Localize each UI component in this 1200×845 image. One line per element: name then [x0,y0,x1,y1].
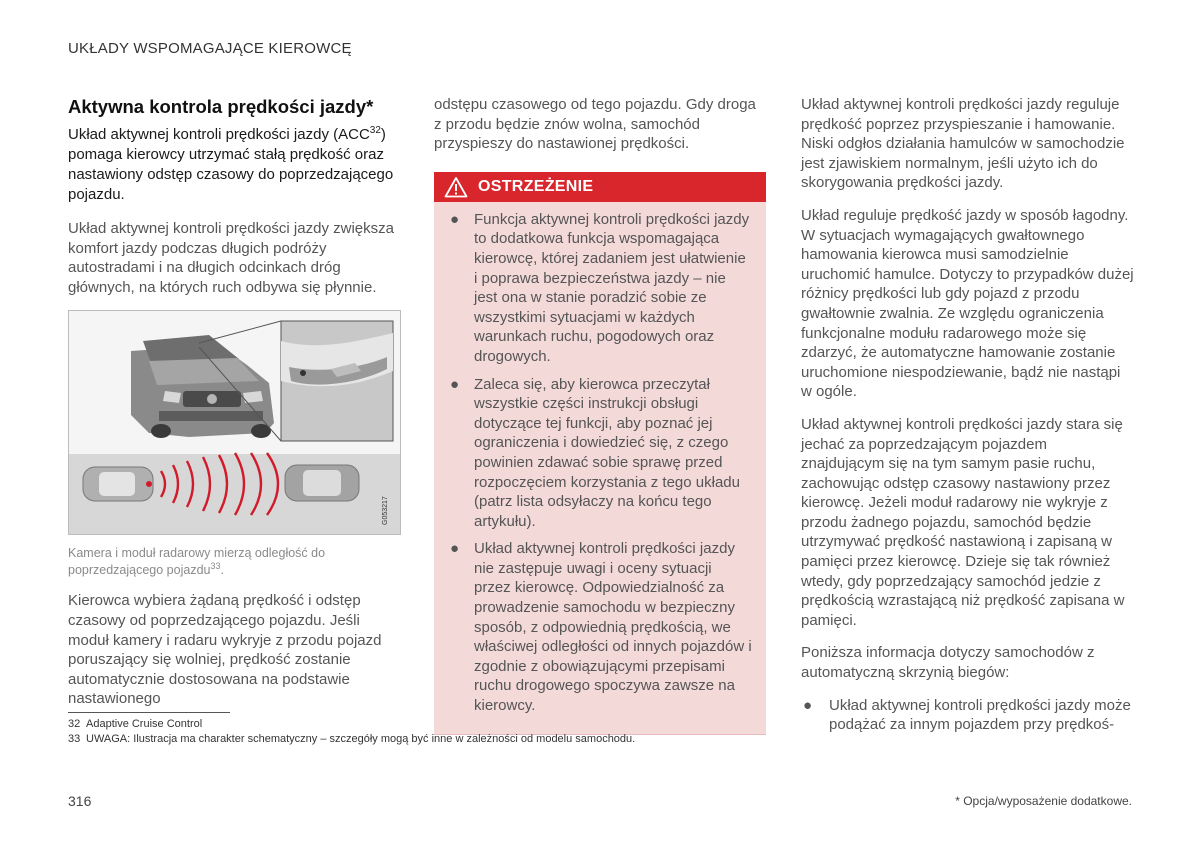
bullet-icon: ● [450,210,460,228]
warning-triangle-icon [444,176,468,198]
warning-item-text: Zaleca się, aby kierowca przeczytał wszystkie części instrukcji obsługi dotyczące tej funkcji, aby poznać jej ograniczenia i dowiedzieć się, z czego powinien zdawać sobie sprawę przed rozpoczęciem korzystania z tego układu (patrz lista odsyłaczy na końcu tego artykułu). [474,375,740,530]
column-2 [434,95,766,735]
warning-title: OSTRZEŻENIE [478,177,594,195]
bullet-icon: ● [803,696,813,714]
page-number: 316 [68,793,92,809]
footnote-ref-33: 33 [210,561,221,572]
lead-paragraph [68,125,402,205]
info-list [801,696,1134,735]
warning-item-text: Funkcja aktywnej kontroli prędkości jazdy to dodatkowa funkcja wspomagająca kierowcę, której zadaniem jest ułatwienie i poprawa bezpieczeństwa jazdy – nie jest ona w stanie poradzić sobie ze wszystkimi sytuacjami w każdych warunkach ruchu, pogodowych oraz drogowych. [474,210,750,365]
footnote-ref-32: 32 [369,125,381,136]
column-1 [68,95,402,722]
optional-equipment-note: * Opcja/wyposażenie dodatkowe. [955,794,1132,808]
paragraph-gentle: Układ reguluje prędkość jazdy w sposób łagodny. W sytuacjach wymagających gwałtownego hamowania kierowca musi samodzielnie uruchomić hamulce. Dotyczy to przypadków dużej różnicy prędkości lub gdy pojazd z przodu gwałtownie zwalnia. Ze względu ograniczenia funkcjonalne modułu radarowego może się zdarzyć, że automatyczne hamowanie zostanie uruchomione niespodziewanie, bądź nie nastąpi w ogóle. [801,206,1134,401]
warning-box [434,172,766,735]
footnote-33 [68,733,635,745]
ego-car-topview [83,467,153,501]
car-radar-diagram [69,311,401,535]
camera-module-inset [281,321,393,441]
paragraph-regulates: Układ aktywnej kontroli prędkości jazdy reguluje prędkość poprzez przyspieszanie i hamowanie. Niski odgłos działania hamulców w samochodzie jest zjawiskiem normalnym, jeśli użyto ich do skorygowania prędkości jazdy. [801,96,1125,192]
bullet-icon: ● [450,375,460,393]
paragraph-driver-selects: Kierowca wybiera żądaną prędkość i odstęp czasowy od poprzedzającego pojazdu. Jeśli moduł kamery i radaru wykryje z przodu pojazd poruszający się wolniej, prędkość zostanie automatycznie dostosowana na podstawie nastawionego [68,592,382,708]
intro-paragraph: Układ aktywnej kontroli prędkości jazdy zwiększa komfort jazdy podczas długich podróży autostradami i na długich odcinkach dróg głównych, na których ruch odbywa się płynnie. [68,220,394,296]
lead-car-topview [285,465,359,501]
footnote-number: 33 [68,733,81,745]
footnote-divider [68,712,230,713]
lead-text-b: ) pomaga kierowcy utrzymać stałą prędkość oraz nastawiony odstęp czasowy do poprzedzającego pojazdu. [68,126,394,203]
figure-code: G053217 [382,496,389,526]
lead-text-a: Układ aktywnej kontroli prędkości jazdy (ACC [68,126,370,143]
bullet-icon: ● [450,540,460,558]
caption-text-b: . [220,563,224,578]
caption-text-a: Kamera i moduł radarowy mierzą odległość do poprzedzającego pojazdu [68,546,326,578]
warning-item [450,375,752,532]
acc-illustration [68,310,401,535]
column-3 [801,95,1134,735]
warning-item-text: Układ aktywnej kontroli prędkości jazdy nie zastępuje uwagi i oceny sytuacji przez kierowcę. Odpowiedzialność za prowadzenie samochodu w bezpieczny sposób, z odpowiednią prędkością, we właściwej odległości od innych pojazdów i zgodnie z obowiązującymi przepisami ruchu drogowego spoczywa zawsze na kierowcy. [474,540,752,715]
list-item [801,696,1134,735]
warning-header [434,172,766,202]
figure-caption [68,545,402,579]
footnote-text: Adaptive Cruise Control [86,718,203,730]
warning-list [434,202,766,716]
list-item-text: Układ aktywnej kontroli prędkości jazdy może podążać za innym pojazdem przy prędkoś- [829,696,1131,734]
warning-item [450,210,752,367]
warning-item [450,539,752,715]
paragraph-follows: Układ aktywnej kontroli prędkości jazdy stara się jechać za poprzedzającym pojazdem znajdującym się na tym samym pasie ruchu, zachowując odstęp czasowy nastawiony przez kierowcę. Jeżeli moduł radarowy nie wykryje z przodu żadnego pojazdu, samochód będzie utrzymywać prędkość nastawioną i zapisaną w pamięci przez kierowcę. Dzieje się tak również wtedy, gdy poprzedzający samochód jedzie z prędkością wzrastającą niż prędkość zapisana w pamięci. [801,415,1125,629]
paragraph-automatic: Poniższa informacja dotyczy samochodów z automatyczną skrzynią biegów: [801,644,1095,682]
footnote-number: 32 [68,718,81,730]
footnote-text: UWAGA: Ilustracja ma charakter schematyczny – szczegóły mogą być inne w zależności od modelu samochodu. [86,733,636,745]
paragraph-continuation: odstępu czasowego od tego pojazdu. Gdy droga z przodu będzie znów wolna, samochód przyspieszy do nastawionej prędkości. [434,96,756,153]
section-header: UKŁADY WSPOMAGAJĄCE KIEROWCĘ [68,40,352,57]
page-title: Aktywna kontrola prędkości jazdy* [68,96,374,117]
footnote-32 [68,718,202,730]
